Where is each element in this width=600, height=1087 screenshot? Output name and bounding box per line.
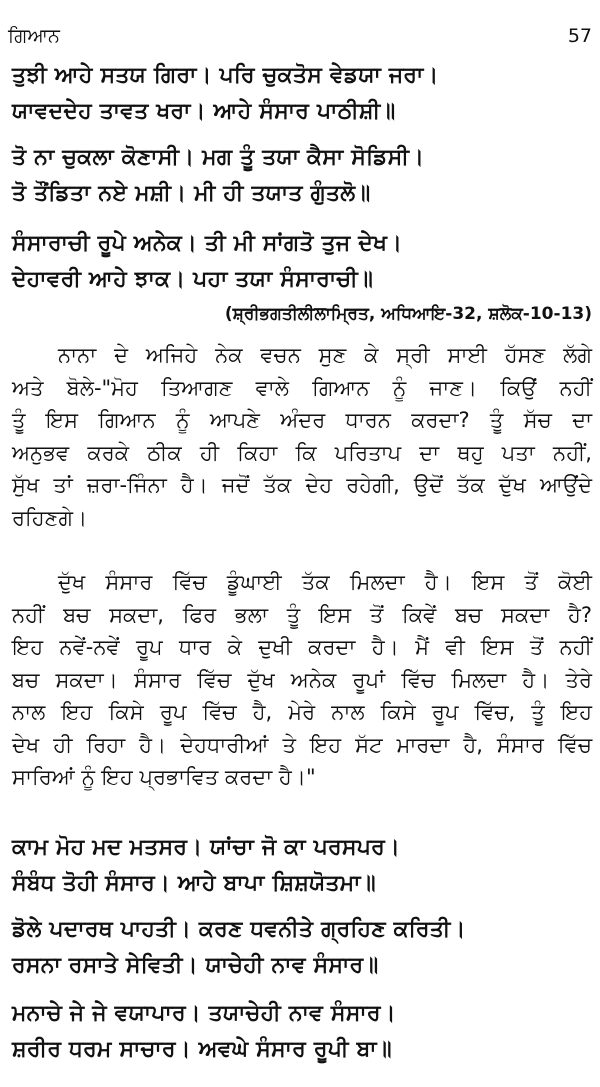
prose-line: ਅਤੇ ਬੋਲੇ-"ਮੋਹ ਤਿਆਗਣ ਵਾਲੇ ਗਿਆਨ ਨੂੰ ਜਾਣ। ਕਿਉਂ ਨਹੀਂ bbox=[12, 375, 592, 400]
verse-line: ਸ਼ਰੀਰ ਧਰਮ ਸਾਚਾਰ। ਅਵਘੇ ਸੰਸਾਰ ਰੂਪੀ ਬਾ॥ bbox=[12, 1037, 392, 1062]
verse-line: ਤੋ ਤੌਂਡਿਤਾ ਨਏ ਮਸ਼ੀ। ਮੀ ਹੀ ਤਯਾਤ ਗੁੰਤਲੋ॥ bbox=[12, 181, 371, 206]
prose-paragraph bbox=[12, 339, 592, 534]
prose-line: ਨਾਨਾ ਦੇ ਅਜਿਹੇ ਨੇਕ ਵਚਨ ਸੁਣ ਕੇ ਸ੍ਰੀ ਸਾਈ ਹੱਸਣ ਲੱਗੇ bbox=[58, 343, 592, 367]
prose-line: ਰਹਿਣਗੇ। bbox=[12, 505, 88, 530]
verse-block bbox=[12, 226, 592, 298]
verse-block bbox=[12, 912, 592, 984]
verse-line: ਯਾਵਦਦੇਹ ਤਾਵਤ ਖਰਾ। ਆਹੇ ਸੰਸਾਰ ਪਾਠੀਸ਼ੀ॥ bbox=[12, 99, 396, 124]
verse-line: ਕਾਮ ਮੋਹ ਮਦ ਮਤਸਰ। ਯਾਂਚਾ ਜੋ ਕਾ ਪਰਸਪਰ। bbox=[12, 835, 400, 860]
verse-block bbox=[12, 140, 592, 212]
verse-line: ਤੁਝੀ ਆਹੇ ਸਤਯ ਗਿਰਾ। ਪਰਿ ਚੁਕਤੋਸ ਵੇਡਯਾ ਜਰਾ। bbox=[12, 63, 439, 88]
verse-line: ਮਨਾਚੇ ਜੇ ਜੇ ਵਯਾਪਾਰ। ਤਯਾਚੇਹੀ ਨਾਵ ਸੰਸਾਰ। bbox=[12, 1001, 396, 1026]
prose-line: ਦੁੱਖ ਸੰਸਾਰ ਵਿੱਚ ਡੂੰਘਾਈ ਤੱਕ ਮਿਲਦਾ ਹੈ। ਇਸ ਤੋਂ ਕੋਈ bbox=[58, 570, 592, 594]
verse-line: ਤੋ ਨਾ ਚੁਕਲਾ ਕੋਣਾਸੀ। ਮਗ ਤੂੰ ਤਯਾ ਕੈਸਾ ਸੋਡਿਸੀ। bbox=[12, 145, 425, 170]
verse-citation: (ਸ਼੍ਰੀਭਗਤੀਲੀਲਾਮ੍ਰਿਤ, ਅਧਿਆਇ-32, ਸ਼ਲੋਕ-10-13) bbox=[224, 304, 592, 324]
prose-line: ਨਾਲ ਇਹ ਕਿਸੇ ਰੂਪ ਵਿੱਚ ਹੈ, ਮੇਰੇ ਨਾਲ ਕਿਸੇ ਰੂਪ ਵਿੱਚ, ਤੂੰ ਇਹ bbox=[12, 700, 592, 724]
prose-line: ਦੇਖ ਹੀ ਰਿਹਾ ਹੈ। ਦੇਹਧਾਰੀਆਂ ਤੇ ਇਹ ਸੱਟ ਮਾਰਦਾ ਹੈ, ਸੰਸਾਰ ਵਿੱਚ bbox=[12, 732, 592, 757]
prose-line: ਸਾਰਿਆਂ ਨੂੰ ਇਹ ਪ੍ਰਭਾਵਿਤ ਕਰਦਾ ਹੈ।" bbox=[12, 765, 316, 789]
page-header bbox=[8, 22, 592, 50]
prose-line: ਸੁੱਖ ਤਾਂ ਜ਼ਰਾ-ਜਿੰਨਾ ਹੈ। ਜਦੋਂ ਤੱਕ ਦੇਹ ਰਹੇਗੀ, ਉਦੋਂ ਤੱਕ ਦੁੱਖ ਆਉਂਦੇ bbox=[12, 473, 592, 497]
prose-line: ਬਚ ਸਕਦਾ। ਸੰਸਾਰ ਵਿੱਚ ਦੁੱਖ ਅਨੇਕ ਰੂਪਾਂ ਵਿੱਚ ਮਿਲਦਾ ਹੈ। ਤੇਰੇ bbox=[12, 667, 592, 692]
verse-block bbox=[12, 830, 592, 902]
prose-line: ਤੂੰ ਇਸ ਗਿਆਨ ਨੂੰ ਆਪਣੇ ਅੰਦਰ ਧਾਰਨ ਕਰਦਾ? ਤੂੰ ਸੱਚ ਦਾ bbox=[12, 408, 592, 432]
page-number: 57 bbox=[567, 25, 592, 47]
verse-line: ਰਸਨਾ ਰਸਾਤੇ ਸੇਵਿਤੀ। ਯਾਚੇਹੀ ਨਾਵ ਸੰਸਾਰ॥ bbox=[12, 953, 379, 978]
prose-paragraph bbox=[12, 566, 592, 794]
prose-line: ਇਹ ਨਵੇਂ-ਨਵੇਂ ਰੂਪ ਧਾਰ ਕੇ ਦੁਖੀ ਕਰਦਾ ਹੈ। ਮੈਂ ਵੀ ਇਸ ਤੋਂ ਨਹੀਂ bbox=[12, 635, 592, 659]
verse-line: ਡੋਲੇ ਪਦਾਰਥ ਪਾਹਤੀ। ਕਰਣ ਧਵਨੀਤੇ ਗ੍ਰਹਿਣ ਕਰਿਤੀ। bbox=[12, 917, 466, 942]
running-title: ਗਿਆਨ bbox=[8, 25, 60, 47]
verse-line: ਸੰਬੰਧ ਤੋਹੀ ਸੰਸਾਰ। ਆਹੇ ਬਾਪਾ ਸ਼ਿਸ਼ਯੋਤਮਾ॥ bbox=[12, 871, 376, 896]
verse-block bbox=[12, 58, 592, 130]
prose-line: ਨਹੀਂ ਬਚ ਸਕਦਾ, ਫਿਰ ਭਲਾ ਤੂੰ ਇਸ ਤੋਂ ਕਿਵੇਂ ਬਚ ਸਕਦਾ ਹੈ? bbox=[12, 602, 592, 627]
verse-line: ਦੇਹਾਵਰੀ ਆਹੇ ਝਾਕ। ਪਹਾ ਤਯਾ ਸੰਸਾਰਾਚੀ॥ bbox=[12, 267, 374, 292]
verse-line: ਸੰਸਾਰਾਚੀ ਰੂਪੇ ਅਨੇਕ। ਤੀ ਮੀ ਸਾਂਗਤੋ ਤੁਜ ਦੇਖ। bbox=[12, 231, 403, 256]
verse-block bbox=[12, 996, 592, 1068]
prose-line: ਅਨੁਭਵ ਕਰਕੇ ਠੀਕ ਹੀ ਕਿਹਾ ਕਿ ਪਰਿਤਾਪ ਦਾ ਥਹੁ ਪਤਾ ਨਹੀਂ, bbox=[12, 440, 592, 465]
